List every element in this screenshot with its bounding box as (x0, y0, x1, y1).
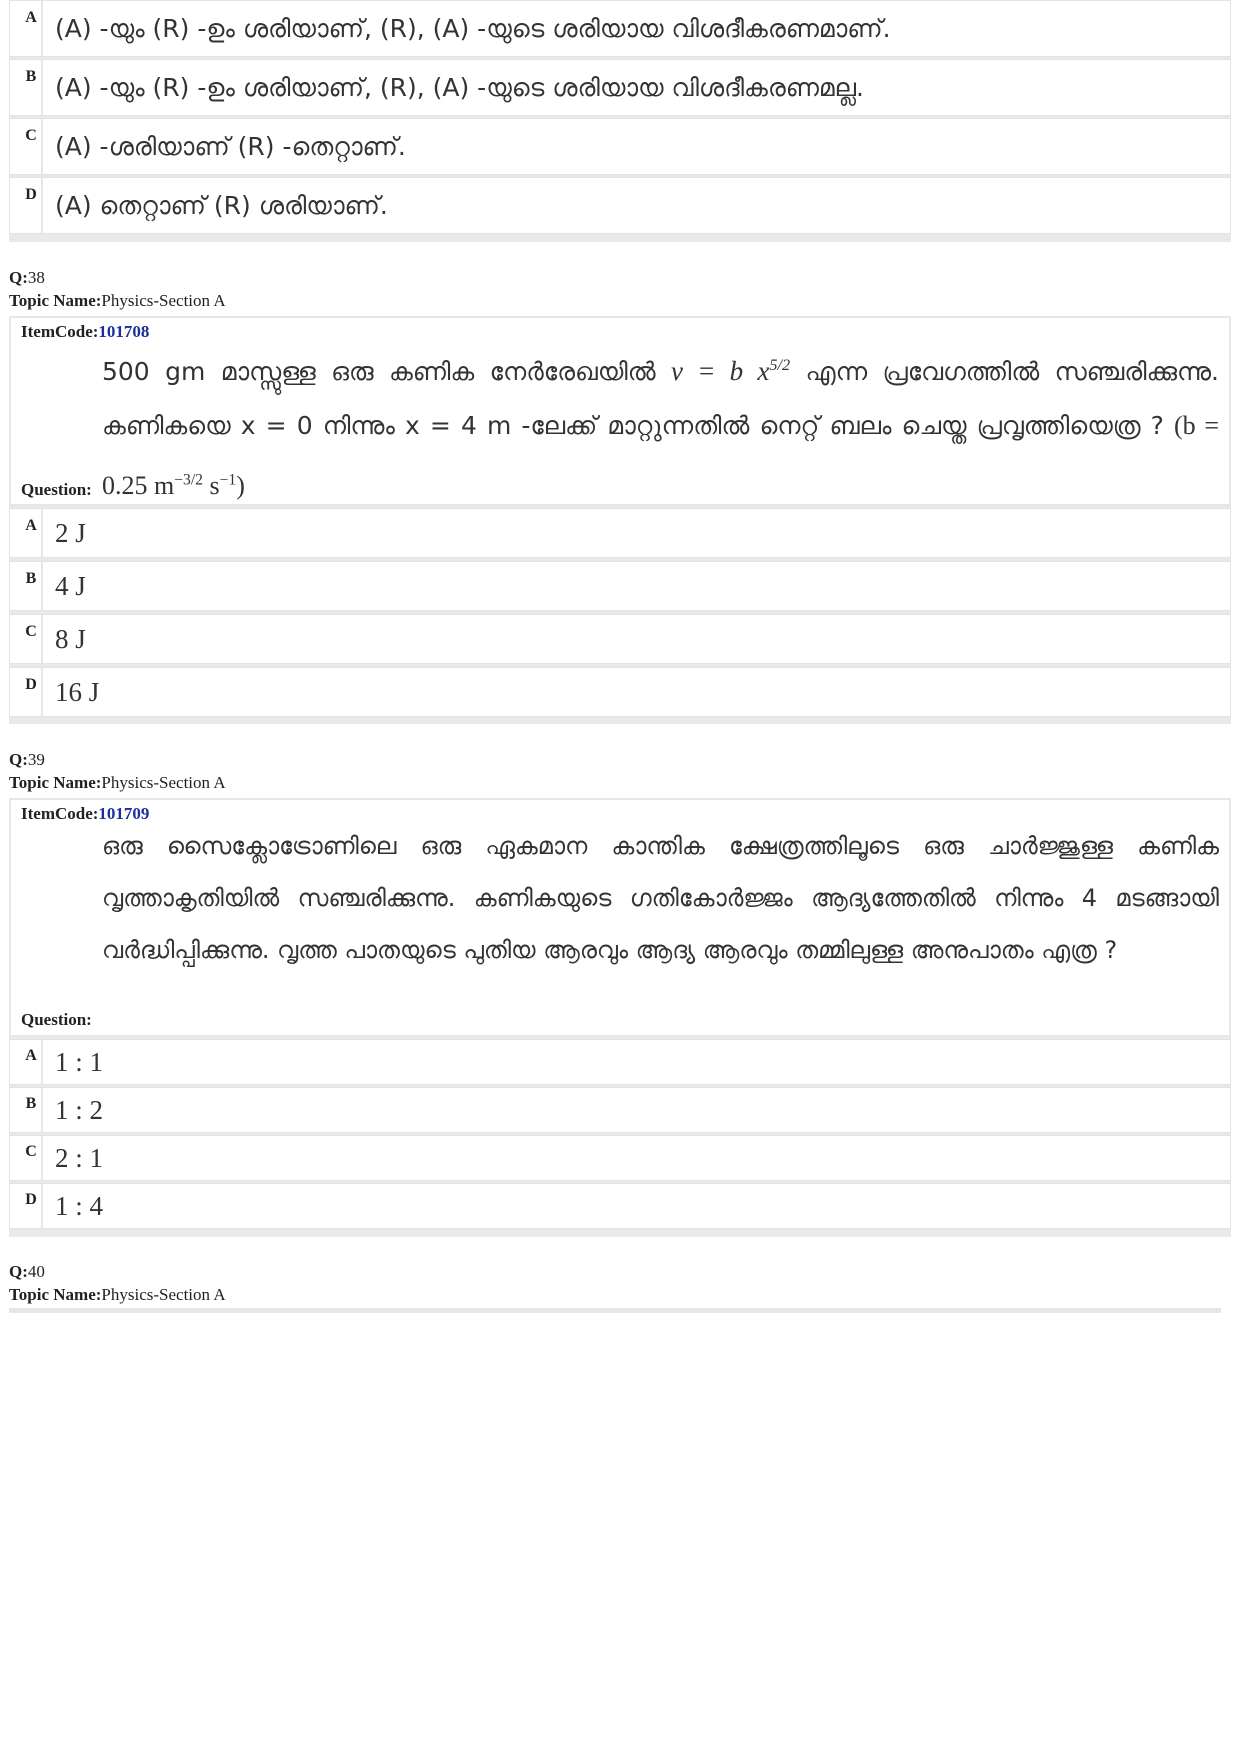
topic-name (9, 291, 226, 310)
option-letter: D (25, 186, 37, 203)
formula-base: v = b x (671, 356, 770, 386)
option-text: 4 J (41, 562, 1230, 610)
option-letter: A (25, 517, 37, 534)
option-b[interactable] (9, 561, 1231, 611)
topic-label: Topic Name: (9, 1285, 102, 1304)
divider (9, 1308, 1221, 1313)
option-a[interactable] (9, 1039, 1231, 1085)
options-39 (9, 1037, 1231, 1237)
formula-exponent: 5/2 (769, 356, 791, 374)
question-box-39 (9, 798, 1231, 1037)
q-label: Q: (9, 750, 28, 769)
itemcode-label: ItemCode: (21, 322, 99, 341)
option-letter: A (25, 1047, 37, 1064)
option-c[interactable] (9, 118, 1231, 175)
question-text (102, 338, 1219, 513)
itemcode-value: 101709 (98, 804, 150, 823)
option-letter: A (25, 9, 37, 26)
question-label: Question: (21, 1010, 92, 1029)
option-letter: C (25, 127, 37, 144)
q-num: 39 (27, 750, 45, 769)
option-text: (A) തെറ്റാണ് (R) ശരിയാണ്. (41, 178, 1230, 233)
option-text: 2 : 1 (41, 1136, 1230, 1180)
topic-value: Physics-Section A (101, 291, 226, 310)
formula (671, 356, 790, 386)
constant-exponent: −3/2 (174, 471, 203, 488)
option-a[interactable] (9, 0, 1231, 57)
option-letter: C (25, 623, 37, 640)
option-letter: D (25, 1191, 37, 1208)
previous-question-options (9, 0, 1231, 242)
q-num: 38 (27, 268, 45, 287)
question-label: Question: (21, 480, 92, 499)
option-d[interactable] (9, 667, 1231, 717)
option-letter: B (25, 68, 37, 85)
question-number (9, 750, 45, 769)
constant-base: (b = 0.25 m (102, 411, 1219, 500)
question-number (9, 1262, 45, 1281)
option-text: (A) -യും (R) -ഉം ശരിയാണ്, (R), (A) -യുടെ ശരിയായ വിശദീകരണമാണ്. (41, 1, 1230, 56)
option-text: 1 : 2 (41, 1088, 1230, 1132)
constant-exponent: −1 (219, 471, 237, 488)
topic-value: Physics-Section A (101, 773, 226, 792)
q-label: Q: (9, 268, 28, 287)
option-text: 2 J (41, 509, 1230, 557)
itemcode-value: 101708 (98, 322, 150, 341)
q-label: Q: (9, 1262, 28, 1281)
question-text: ഒരു സൈക്ലോട്രോണിലെ ഒരു ഏകമാന കാന്തിക ക്ഷേത്രത്തിലൂടെ ഒരു ചാർജ്ജുള്ള കണിക വൃത്താകൃതിയിൽ സഞ്ചരിക്കുന്നു. കണികയുടെ ഗതികോർജ്ജം ആദ്യത്തേതിൽ നിന്നും 4 മടങ്ങായി വർദ്ധിപ്പിക്കുന്നു. വൃത്ത പാതയുടെ പുതിയ ആരവും ആദ്യ ആരവും തമ്മിലുള്ള അനുപാതം എത്ര ? (102, 832, 1219, 964)
topic-label: Topic Name: (9, 291, 102, 310)
option-text: 8 J (41, 615, 1230, 663)
option-text: (A) -യും (R) -ഉം ശരിയാണ്, (R), (A) -യുടെ ശരിയായ വിശദീകരണമല്ല. (41, 60, 1230, 115)
q-num: 40 (27, 1262, 45, 1281)
question-text-part: എന്ന പ്രവേഗത്തിൽ സഞ്ചരിക്കുന്നു. കണികയെ x = 0 നിന്നും x = 4 m -ലേക്ക് മാറ്റുന്നതിൽ നെറ്റ് ബലം ചെയ്ത പ്രവൃത്തിയെത്ര ? (102, 357, 1219, 440)
option-text: 1 : 1 (41, 1040, 1230, 1084)
topic-value: Physics-Section A (101, 1285, 226, 1304)
option-letter: D (25, 676, 37, 693)
itemcode-label: ItemCode: (21, 804, 99, 823)
option-c[interactable] (9, 614, 1231, 664)
topic-name (9, 1285, 226, 1304)
options-38 (9, 506, 1231, 724)
option-letter: B (25, 1095, 37, 1112)
option-c[interactable] (9, 1135, 1231, 1181)
option-text: (A) -ശരിയാണ് (R) -തെറ്റാണ്. (41, 119, 1230, 174)
option-d[interactable] (9, 177, 1231, 234)
option-b[interactable] (9, 59, 1231, 116)
question-text-part: 500 gm മാസ്സുള്ള ഒരു കണിക നേർരേഖയിൽ (102, 357, 671, 386)
constant-close: ) (236, 470, 245, 500)
option-letter: C (25, 1143, 37, 1160)
topic-label: Topic Name: (9, 773, 102, 792)
constant-unit: s (202, 470, 220, 500)
topic-name (9, 773, 226, 792)
question-number (9, 268, 45, 287)
option-text: 16 J (41, 668, 1230, 716)
option-text: 1 : 4 (41, 1184, 1230, 1228)
option-d[interactable] (9, 1183, 1231, 1229)
option-b[interactable] (9, 1087, 1231, 1133)
option-a[interactable] (9, 508, 1231, 558)
option-letter: B (25, 570, 37, 587)
question-box-38 (9, 316, 1231, 506)
